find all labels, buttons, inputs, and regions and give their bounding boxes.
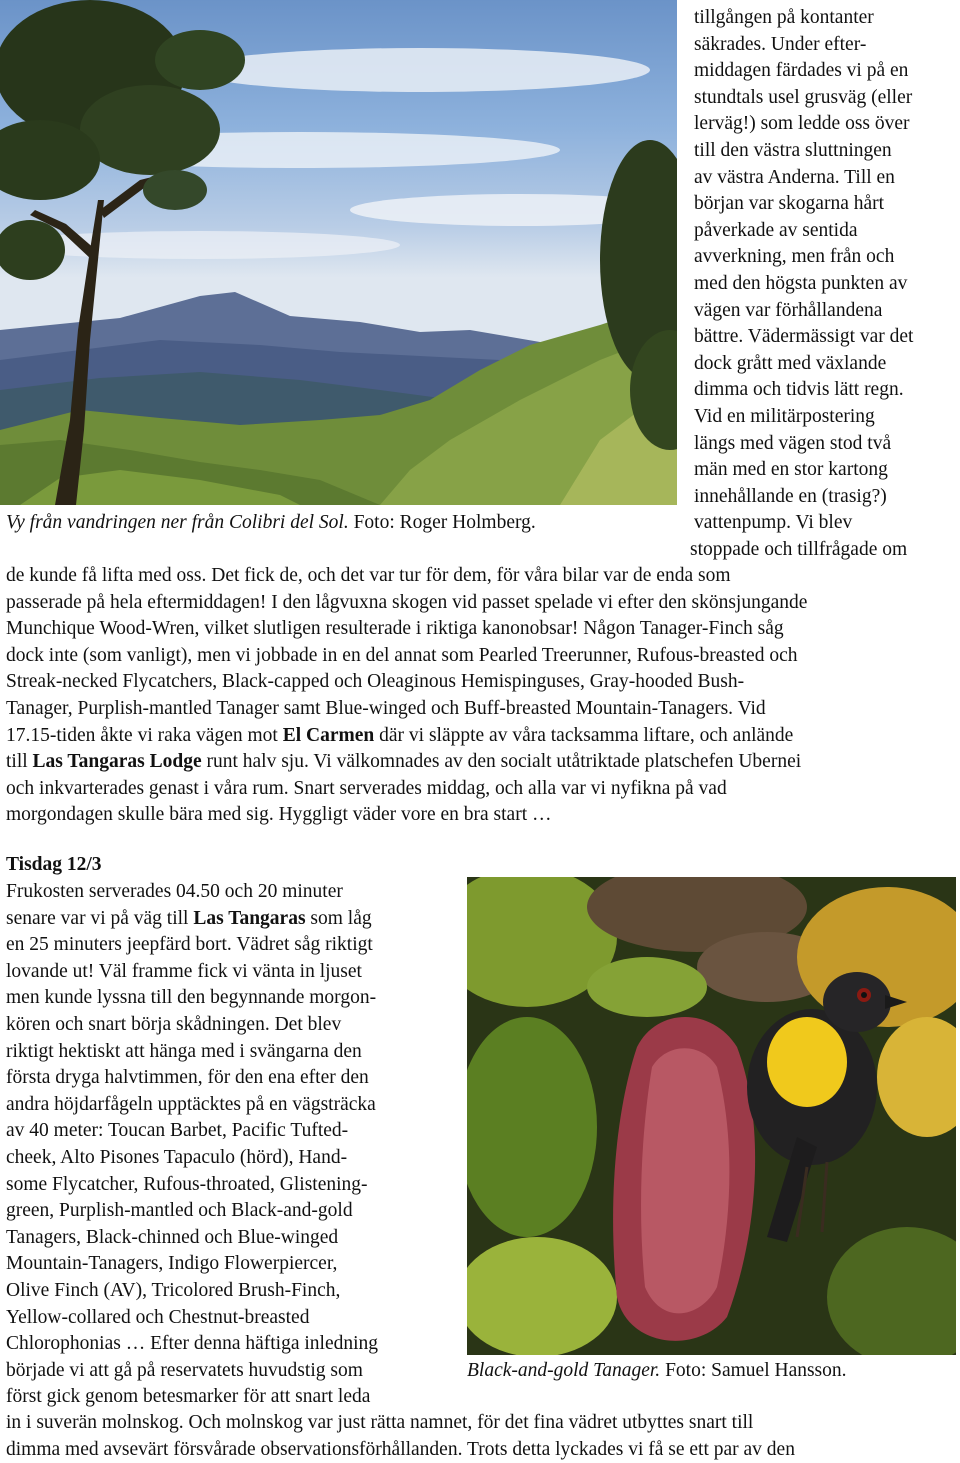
right-column-text [694,5,960,537]
text-line: började vi att gå på reservatets huvudstig som [6,1359,363,1381]
landscape-photo [0,0,677,505]
text-line: första dryga halvtimmen, för den ena efter den [6,1067,369,1089]
day-heading: Tisdag 12/3 [6,854,102,875]
text-line: riktigt hektiskt att hänga med i svängarna den [6,1040,362,1062]
text-line: först gick genom betesmarker för att snart leda [6,1386,371,1408]
text-line: Streak-necked Flycatchers, Black-capped och Oleaginous Hemispinguses, Gray-hooded Bush- [6,671,745,693]
text-line: Olive Finch (AV), Tricolored Brush-Finch, [6,1279,341,1301]
text-line: Munchique Wood-Wren, vilket slutligen resulterade i riktiga kanonobsar! Någon Tanager-Finch såg [6,618,784,640]
text-line: lerväg!) som ledde oss över [694,113,910,135]
bottom-paragraph [6,1410,956,1463]
text-line: tillgången på kontanter [694,7,874,28]
text-line: dimma med avsevärt försvårade observationsförhållanden. Trots detta lyckades vi få se ett par av den [6,1438,795,1460]
left-column-text [6,879,461,1411]
right-column-last-line [690,537,907,564]
text-line: stoppade och tillfrågade om [690,539,908,560]
text-line: påverkade av sentida [694,219,858,241]
bird-caption [467,1358,847,1384]
text-line: lovande ut! Väl framme fick vi vänta in ljuset [6,960,362,982]
place-name: Las Tangaras Lodge [32,751,202,773]
text-line: Mountain-Tanagers, Indigo Flowerpiercer, [6,1253,338,1275]
landscape-caption [6,510,536,536]
caption-text: Black-and-gold Tanager. [467,1360,661,1381]
text-line: Chlorophonias … Efter denna häftiga inledning [6,1333,379,1355]
text-line: Tanager, Purplish-mantled Tanager samt Blue-winged och Buff-breasted Mountain-Tanagers. Vid [6,697,766,719]
text-line: andra höjdarfågeln upptäcktes på en vägsträcka [6,1093,376,1115]
text-line: början var skogarna hårt [694,193,885,215]
text-line: med den högsta punkten av [694,272,908,294]
text-line: in i suverän molnskog. Och molnskog var just rätta namnet, för det fina vädret utbyttes snart till [6,1412,754,1433]
text-line: Frukosten serverades 04.50 och 20 minuter [6,881,343,902]
place-name: El Carmen [282,724,375,746]
body-paragraph [6,563,956,829]
text-line: men kunde lyssna till den begynnande morgon- [6,987,377,1009]
text-line: some Flycatcher, Rufous-throated, Glistening- [6,1173,368,1195]
text-line: Yellow-collared och Chestnut-breasted [6,1306,310,1328]
text-line: middagen färdades vi på en [694,60,909,82]
bird-photo [467,877,956,1355]
text-line: bättre. Vädermässigt var det [694,326,914,348]
text-line: av västra Anderna. Till en [694,166,895,188]
text-line: män med en stor kartong [694,459,888,481]
text-line: dimma och tidvis lätt regn. [694,379,904,401]
text-line: av 40 meter: Toucan Barbet, Pacific Tufted- [6,1120,349,1142]
text-line: till den västra sluttningen [694,139,892,161]
text-line: dock inte (som vanligt), men vi jobbade in en del annat som Pearled Treerunner, Rufous-breasted och [6,644,798,666]
text-line: passerade på hela eftermiddagen! I den lågvuxna skogen vid passet spelade vi efter den skönsjungande [6,591,808,613]
bird-illustration [467,877,956,1355]
text-line: vägen var förhållandena [694,299,883,321]
text-line: avverkning, men från och [694,246,895,268]
text-line: en 25 minuters jeepfärd bort. Vädret såg riktigt [6,934,373,956]
text-line: Tanagers, Black-chinned och Blue-winged [6,1226,339,1248]
text-line: innehållande en (trasig?) [694,485,887,507]
caption-text: Vy från vandringen ner från Colibri del Sol. [6,512,349,533]
text-line: kören och snart börja skådningen. Det blev [6,1013,342,1035]
text-line: längs med vägen stod två [694,432,892,454]
place-name: Las Tangaras [193,907,306,929]
text-line: och inkvarterades genast i våra rum. Snart serverades middag, och alla var vi nyfikna på vad [6,777,727,799]
text-line: 17.15-tiden åkte vi raka vägen mot El Carmen där vi släppte av våra tacksamma liftare, och anlände [6,724,794,746]
text-line: vattenpump. Vi blev [694,512,853,534]
text-line: dock grått med växlande [694,352,887,374]
text-line: morgondagen skulle bära med sig. Hyggligt väder vore en bra start … [6,804,552,826]
text-line: säkrades. Under efter- [694,33,867,55]
text-line: cheek, Alto Pisones Tapaculo (hörd), Hand- [6,1146,348,1168]
caption-credit: Foto: Samuel Hansson. [660,1360,847,1381]
text-line: Vid en militärpostering [694,405,875,427]
text-line: green, Purplish-mantled och Black-and-gold [6,1200,353,1222]
text-line: de kunde få lifta med oss. Det fick de, och det var tur för dem, för våra bilar var de enda som [6,565,731,586]
text-line: stundtals usel grusväg (eller [694,86,913,108]
caption-credit: Foto: Roger Holmberg. [348,512,536,533]
text-line: senare var vi på väg till Las Tangaras som låg [6,907,372,929]
landscape-illustration [0,0,677,505]
text-line: till Las Tangaras Lodge runt halv sju. Vi välkomnades av den socialt utåtriktade platschefen Ubernei [6,751,802,773]
